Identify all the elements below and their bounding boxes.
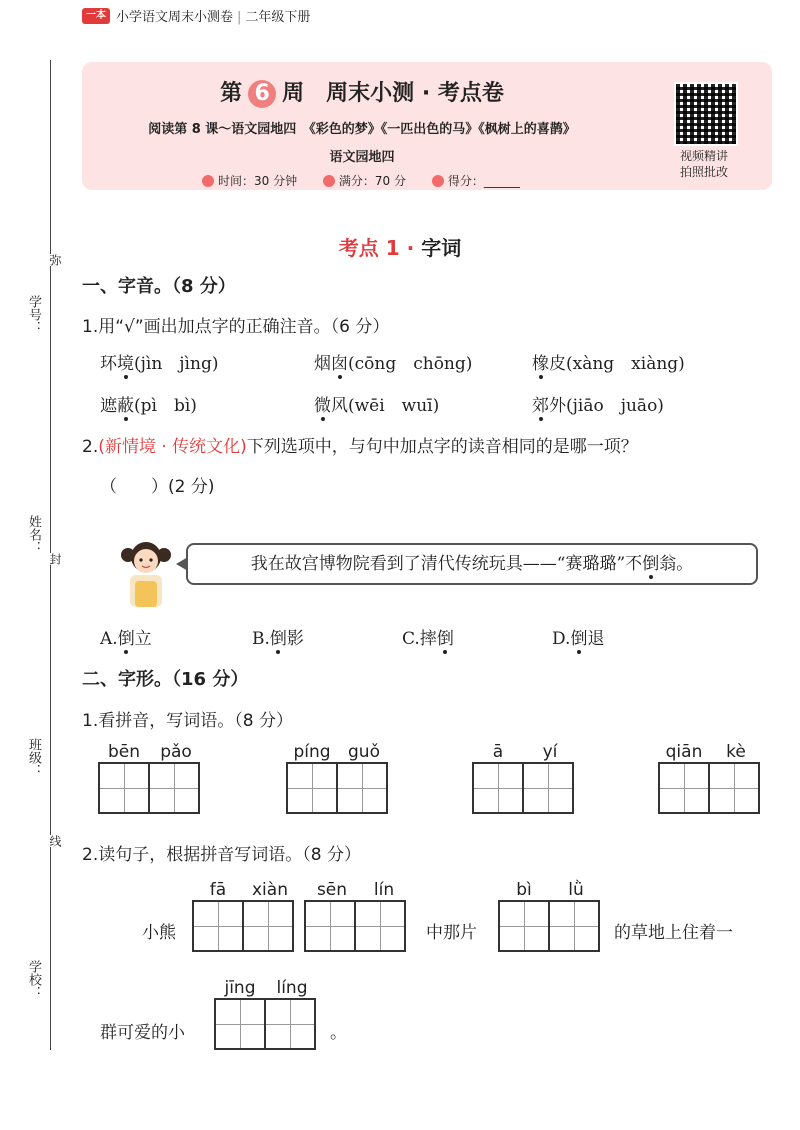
option-post: 退 bbox=[587, 629, 605, 649]
bubble-text-post: 翁。 bbox=[659, 554, 694, 574]
quiz-meta bbox=[202, 172, 542, 189]
pinyin-item-2[interactable] bbox=[314, 349, 472, 374]
seal-mark-mi: 弥 bbox=[48, 254, 62, 266]
item-dotted-char: 蔽 bbox=[117, 396, 134, 416]
part1-q2 bbox=[82, 432, 638, 457]
item-post: 外(jiāo juāo) bbox=[549, 396, 664, 416]
score-field[interactable]: 得分：______ bbox=[447, 174, 520, 188]
writing-grid[interactable] bbox=[286, 762, 390, 814]
q2-text: 下列选项中，与句中加点字的读音相同的是哪一项？ bbox=[246, 437, 638, 457]
series-name: 小学语文周末小测卷 bbox=[116, 10, 234, 25]
q2-number: 2. bbox=[82, 437, 99, 457]
option-dotted-char: 倒 bbox=[570, 629, 588, 649]
sentence-pinyin: jīng líng bbox=[224, 978, 308, 998]
item-post: (jìn jìng) bbox=[134, 354, 219, 374]
target-icon bbox=[432, 175, 444, 187]
option-dotted-char: 倒 bbox=[436, 629, 454, 649]
writing-grid[interactable] bbox=[498, 900, 602, 952]
item-post: 风(wēi wuī) bbox=[331, 396, 440, 416]
pinyin-item-5[interactable] bbox=[314, 391, 439, 416]
word-pinyin: ā yí bbox=[492, 742, 558, 762]
bubble-dotted-char: 倒 bbox=[642, 554, 660, 574]
quiz-title bbox=[82, 76, 642, 108]
section-label: 考点 1 · bbox=[338, 236, 415, 260]
word-pinyin: qiān kè bbox=[665, 742, 746, 762]
q2-context-tag: (新情境 · 传统文化) bbox=[98, 437, 247, 457]
word-grid-1[interactable] bbox=[98, 742, 202, 814]
qr-code-icon[interactable] bbox=[674, 82, 738, 146]
part1-q1: 1.用“√”画出加点字的正确注音。（6 分） bbox=[82, 317, 390, 337]
pinyin-item-6[interactable] bbox=[532, 391, 664, 416]
item-dotted-char: 微 bbox=[314, 396, 331, 416]
section-topic: 字词 bbox=[421, 236, 462, 260]
sentence-mid: 中那片 bbox=[426, 923, 477, 943]
time-limit: 时间：30 分钟 bbox=[218, 174, 298, 188]
qr-label-photo: 拍照批改 bbox=[679, 165, 728, 179]
sentence-grid-3[interactable] bbox=[214, 978, 318, 1050]
part2-q2: 2.读句子，根据拼音写词语。（8 分） bbox=[82, 845, 361, 865]
title-suffix: 周 周末小测 · 考点卷 bbox=[282, 81, 504, 106]
quiz-scope: 阅读第 8 课～语文园地四 《彩色的梦》《一匹出色的马》《枫树上的喜鹊》 bbox=[148, 122, 576, 137]
qr-label bbox=[666, 148, 742, 180]
student-name-label: 姓名： bbox=[26, 515, 41, 554]
sentence2-pre: 群可爱的小 bbox=[100, 1023, 185, 1043]
sentence-post: 的草地上住着一 bbox=[614, 923, 733, 943]
option-pre: D. bbox=[552, 629, 571, 649]
clock-icon bbox=[202, 175, 214, 187]
option-dotted-char: 倒 bbox=[269, 629, 287, 649]
series-title: 小学语文周末小测卷 | 二年级下册 bbox=[116, 10, 311, 25]
pinyin-item-1[interactable] bbox=[100, 349, 218, 374]
word-grid-4[interactable] bbox=[658, 742, 762, 814]
school-label: 学校： bbox=[26, 960, 41, 999]
option-c[interactable] bbox=[402, 624, 454, 649]
quiz-scope-2: 语文园地四 bbox=[329, 150, 395, 165]
full-score: 满分：70 分 bbox=[338, 174, 407, 188]
sentence-pinyin: bì lǜ bbox=[516, 880, 584, 900]
title-prefix: 第 bbox=[220, 81, 243, 106]
qr-label-video: 视频精讲 bbox=[679, 149, 728, 163]
sentence-pre: 小熊 bbox=[142, 923, 176, 943]
item-dotted-char: 橡 bbox=[532, 354, 549, 374]
medal-icon bbox=[323, 175, 335, 187]
option-pre: B. bbox=[252, 629, 270, 649]
item-dotted-char: 郊 bbox=[532, 396, 549, 416]
seal-mark-xian: 线 bbox=[48, 835, 62, 847]
part2-q1: 1.看拼音，写词语。（8 分） bbox=[82, 711, 293, 731]
writing-grid[interactable] bbox=[214, 998, 318, 1050]
item-pre: 遮 bbox=[100, 396, 117, 416]
pinyin-item-4[interactable] bbox=[100, 391, 197, 416]
part2-heading: 二、字形。（16 分） bbox=[82, 669, 249, 690]
bubble-text-pre: 我在故宫博物院看到了清代传统玩具——“赛璐璐”不 bbox=[250, 554, 643, 574]
option-dotted-char: 倒 bbox=[117, 629, 135, 649]
pinyin-item-3[interactable] bbox=[532, 349, 685, 374]
item-pre: 烟 bbox=[314, 354, 331, 374]
option-post: 影 bbox=[286, 629, 304, 649]
sentence-grid-1[interactable] bbox=[192, 880, 410, 952]
quiz-header bbox=[82, 62, 772, 190]
class-label: 班级： bbox=[26, 738, 41, 777]
word-grid-2[interactable] bbox=[286, 742, 390, 814]
item-post: (pì bì) bbox=[134, 396, 197, 416]
writing-grid[interactable] bbox=[658, 762, 762, 814]
item-pre: 环 bbox=[100, 354, 117, 374]
sentence-pinyin: fā xiàn sēn lín bbox=[209, 880, 395, 900]
writing-grid[interactable] bbox=[192, 900, 410, 952]
item-dotted-char: 囱 bbox=[331, 354, 348, 374]
option-pre: C.摔 bbox=[402, 629, 437, 649]
item-dotted-char: 境 bbox=[117, 354, 134, 374]
writing-grid[interactable] bbox=[472, 762, 576, 814]
q2-answer-blank[interactable]: （ ）(2 分) bbox=[100, 477, 215, 497]
grade-label: 二年级下册 bbox=[245, 10, 311, 25]
speech-bubble bbox=[186, 543, 758, 585]
item-post: 皮(xàng xiàng) bbox=[549, 354, 685, 374]
word-pinyin: píng guǒ bbox=[293, 742, 380, 762]
sentence2-post: 。 bbox=[330, 1023, 347, 1043]
writing-grid[interactable] bbox=[98, 762, 202, 814]
part1-heading: 一、字音。（8 分） bbox=[82, 276, 236, 297]
seal-mark-feng: 封 bbox=[48, 553, 62, 565]
student-number-label: 学号： bbox=[26, 295, 41, 334]
option-pre: A. bbox=[100, 629, 118, 649]
option-a[interactable] bbox=[100, 624, 152, 649]
word-pinyin: bēn pǎo bbox=[107, 742, 192, 762]
sentence-grid-2[interactable] bbox=[498, 880, 602, 952]
option-d[interactable] bbox=[552, 624, 604, 649]
option-post: 立 bbox=[134, 629, 152, 649]
girl-illustration bbox=[118, 535, 174, 607]
brand-logo: 一本 bbox=[82, 8, 110, 24]
option-b[interactable] bbox=[252, 624, 304, 649]
word-grid-3[interactable] bbox=[472, 742, 576, 814]
section-title bbox=[0, 232, 800, 261]
week-number: 6 bbox=[248, 80, 276, 108]
item-post: (cōng chōng) bbox=[348, 354, 473, 374]
